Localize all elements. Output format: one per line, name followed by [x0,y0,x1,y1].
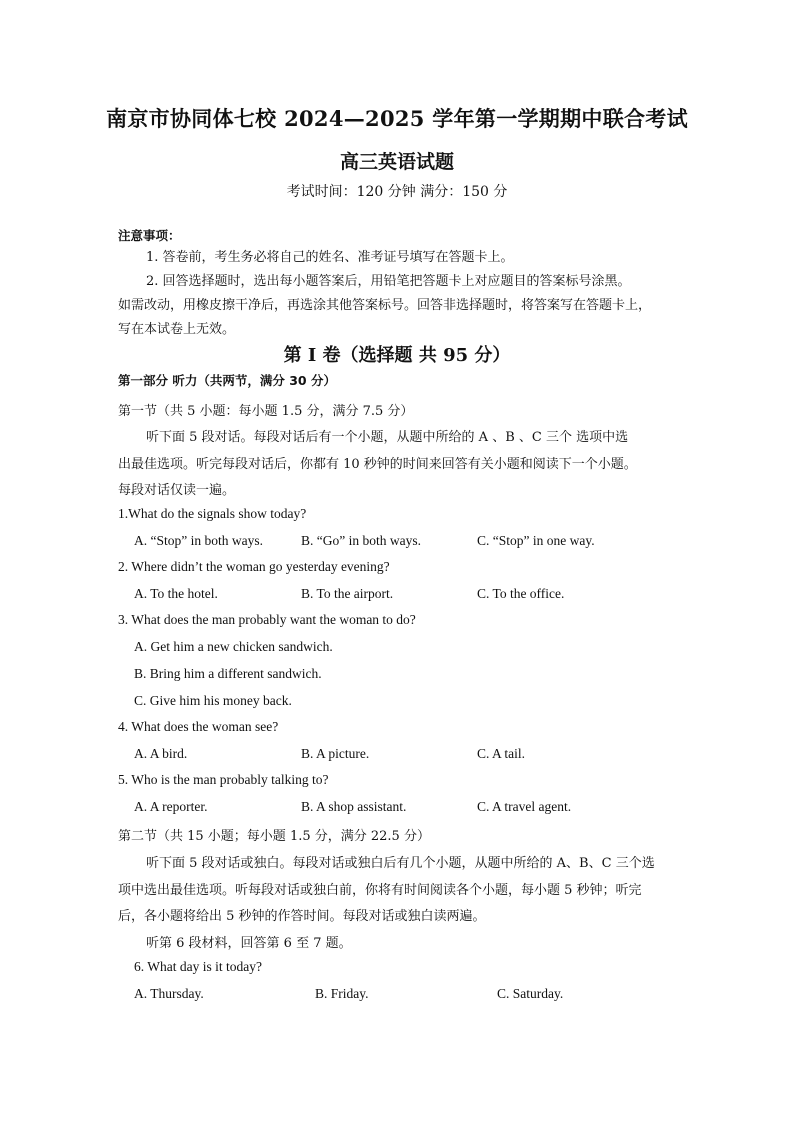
page-subtitle: 高三英语试题 [339,151,454,173]
option-a: A. A reporter. [134,799,208,814]
option-c: C. Saturday. [497,986,564,1001]
section1-instruction-1: 听下面 5 段对话。每段对话后有一个小题，从题中所给的 A 、B 、C 三个 选项中选 [146,430,629,445]
notice-line-2a: 2. 回答选择题时，选出每小题答案后，用铅笔把答题卡上对应题目的答案标号涂黑。 [146,274,631,289]
notice-line-2b: 如需改动，用橡皮擦干净后，再选涂其他答案标号。回答非选择题时，将答案写在答题卡上， [118,298,652,313]
option-c: C. To the office. [477,586,565,601]
question-stem: 5. Who is the man probably talking to? [118,772,329,787]
question-stem: 4. What does the woman see? [118,719,279,734]
notice-heading: 注意事项： [118,228,181,243]
option-c: C. “Stop” in one way. [477,533,595,548]
option-b: B. To the airport. [301,586,394,601]
part-title: 第 I 卷（选择题 共 95 分） [283,345,511,366]
section2-heading: 第二节（共 15 小题；每小题 1.5 分，满分 22.5 分） [118,829,430,844]
section2-instruction-1: 听下面 5 段对话或独白。每段对话或独白后有几个小题，从题中所给的 A、B、C 三个选 [146,856,655,871]
notice-line-2c: 写在本试卷上无效。 [118,322,236,337]
option-b: B. Bring him a different sandwich. [134,666,322,681]
option-c: C. A tail. [477,746,526,761]
page-title: 南京市协同体七校 2024—2025 学年第一学期期中联合考试 [106,106,688,131]
option-a: A. Get him a new chicken sandwich. [134,639,333,654]
option-b: B. Friday. [315,986,369,1001]
notice-line-1: 1. 答卷前，考生务必将自己的姓名、准考证号填写在答题卡上。 [146,250,514,265]
option-a: A. Thursday. [134,986,204,1001]
section2-material-note: 听第 6 段材料，回答第 6 至 7 题。 [146,936,352,951]
option-b: B. A shop assistant. [301,799,407,814]
question-stem: 2. Where didn’t the woman go yesterday evening? [118,559,390,574]
part1-heading: 第一部分 听力（共两节，满分 30 分） [118,373,336,388]
option-a: A. To the hotel. [134,586,218,601]
option-b: B. “Go” in both ways. [301,533,421,548]
option-a: A. “Stop” in both ways. [134,533,263,548]
question-stem: 3. What does the man probably want the woman to do? [118,612,416,627]
option-c: C. Give him his money back. [134,693,292,708]
section1-instruction-2: 出最佳选项。听完每段对话后，你都有 10 秒钟的时间来回答有关小题和阅读下一个小题。 [118,457,637,472]
option-a: A. A bird. [134,746,188,761]
option-c: C. A travel agent. [477,799,572,814]
exam-info: 考试时间：120 分钟 满分：150 分 [286,184,508,200]
section1-instruction-3: 每段对话仅读一遍。 [118,483,236,498]
option-b: B. A picture. [301,746,370,761]
section2-instruction-2: 项中选出最佳选项。听每段对话或独白前，你将有时间阅读各个小题，每小题 5 秒钟；听完 [118,883,642,898]
question-stem: 6. What day is it today? [134,959,262,974]
question-stem: 1.What do the signals show today? [118,506,307,521]
section1-heading: 第一节（共 5 小题：每小题 1.5 分，满分 7.5 分） [118,404,414,419]
section2-instruction-3: 后，各小题将给出 5 秒钟的作答时间。每段对话或独白读两遍。 [118,909,486,924]
